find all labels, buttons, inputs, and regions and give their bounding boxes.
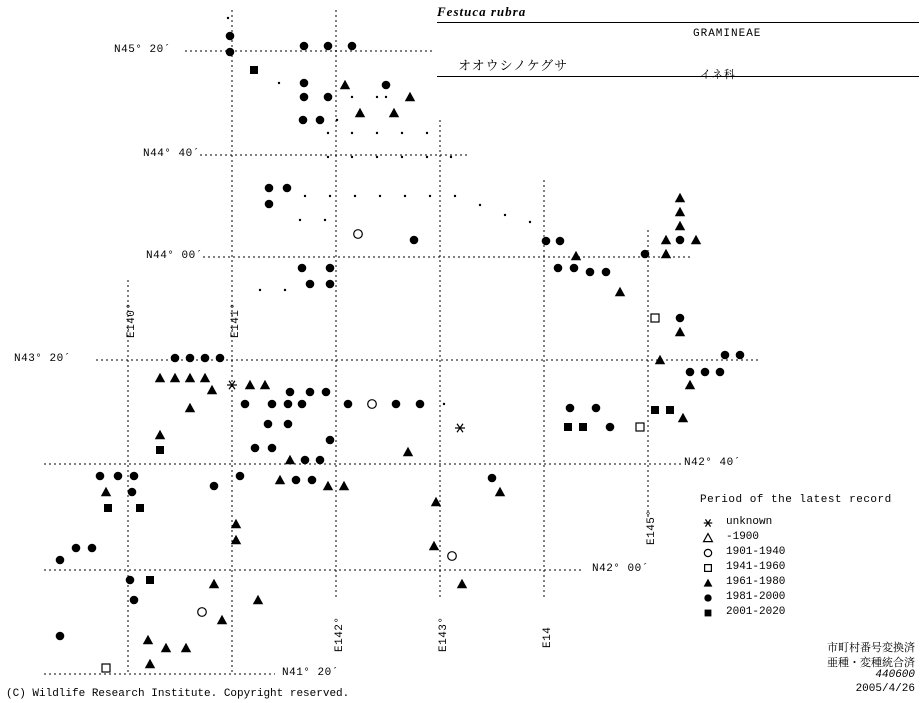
marker-filled-square	[250, 66, 258, 74]
marker-filled-circle	[326, 264, 335, 273]
marker-filled-circle	[284, 420, 293, 429]
lon-gridlines	[128, 10, 648, 672]
marker-filled-triangle	[155, 430, 165, 439]
open-circle-icon	[700, 546, 716, 560]
marker-filled-circle	[326, 280, 335, 289]
marker-filled-triangle	[200, 373, 210, 382]
marker-filled-circle	[210, 482, 219, 491]
grid-dot	[278, 82, 280, 84]
grid-dot	[354, 195, 356, 197]
marker-filled-circle	[251, 444, 260, 453]
marker-filled-square	[156, 446, 164, 454]
marker-filled-circle	[265, 184, 274, 193]
marker-filled-circle	[324, 93, 333, 102]
marker-filled-triangle	[101, 487, 111, 496]
open-square-icon	[700, 561, 716, 575]
legend-item-label: 1941-1960	[726, 561, 786, 573]
lat-label-n41-20: N41° 20´	[282, 667, 339, 679]
grid-dot	[404, 195, 406, 197]
marker-filled-circle	[114, 472, 123, 481]
marker-filled-circle	[556, 237, 565, 246]
marker-filled-circle	[298, 400, 307, 409]
lat-label-n43-20: N43° 20´	[14, 353, 71, 365]
marker-filled-square	[136, 504, 144, 512]
record-code: 440600	[875, 669, 915, 681]
marker-filled-square	[705, 610, 712, 617]
grid-dot	[376, 156, 378, 158]
marker-filled-circle	[96, 472, 105, 481]
marker-filled-circle	[344, 400, 353, 409]
marker-filled-circle	[264, 420, 273, 429]
marker-filled-circle	[721, 351, 730, 360]
marker-filled-circle	[736, 351, 745, 360]
scientific-name: Festuca rubra	[437, 4, 527, 19]
grid-dot	[376, 96, 378, 98]
marker-filled-circle	[488, 474, 497, 483]
marker-filled-circle	[268, 444, 277, 453]
grid-dot	[443, 403, 445, 405]
marker-filled-square	[579, 423, 587, 431]
marker-filled-triangle	[495, 487, 505, 496]
marker-filled-triangle	[217, 615, 227, 624]
legend-items	[700, 516, 915, 621]
marker-filled-triangle	[661, 235, 671, 244]
marker-filled-circle	[72, 544, 81, 553]
lat-label-n42-00: N42° 00´	[592, 563, 649, 575]
grid-dot	[351, 132, 353, 134]
marker-filled-triangle	[275, 475, 285, 484]
marker-filled-triangle	[253, 595, 263, 604]
marker-filled-triangle	[145, 659, 155, 668]
marker-filled-circle	[300, 79, 309, 88]
grid-dot	[429, 195, 431, 197]
grid-dot	[401, 156, 403, 158]
marker-filled-circle	[686, 368, 695, 377]
lon-label-e145: E145°	[646, 509, 658, 545]
legend-item-label: 1981-2000	[726, 591, 786, 603]
marker-asterisk	[704, 519, 713, 526]
grid-dot	[304, 195, 306, 197]
grid-dot	[227, 17, 229, 19]
marker-filled-circle	[348, 42, 357, 51]
marker-filled-triangle	[339, 481, 349, 490]
marker-filled-triangle	[155, 373, 165, 382]
marker-filled-circle	[306, 388, 315, 397]
marker-filled-circle	[324, 42, 333, 51]
marker-filled-circle	[56, 632, 65, 641]
legend	[700, 494, 915, 619]
marker-filled-circle	[298, 264, 307, 273]
marker-open-triangle	[704, 534, 713, 542]
marker-filled-triangle	[170, 373, 180, 382]
marker-filled-circle	[602, 268, 611, 277]
marker-filled-circle	[326, 436, 335, 445]
marker-filled-circle	[676, 314, 685, 323]
marker-filled-circle	[236, 472, 245, 481]
filled-circle-icon	[700, 591, 716, 605]
japanese-name: オオウシノケグサ	[458, 59, 569, 74]
legend-item-label: unknown	[726, 516, 773, 528]
marker-filled-circle	[570, 264, 579, 273]
marker-filled-circle	[286, 388, 295, 397]
marker-filled-circle	[410, 236, 419, 245]
marker-filled-triangle	[704, 579, 713, 587]
marker-filled-circle	[306, 280, 315, 289]
marker-filled-triangle	[355, 108, 365, 117]
grid-dot	[351, 156, 353, 158]
marker-filled-circle	[284, 400, 293, 409]
marker-filled-circle	[322, 388, 331, 397]
marker-open-circle	[704, 549, 711, 556]
marker-filled-triangle	[403, 447, 413, 456]
marker-filled-circle	[586, 268, 595, 277]
marker-filled-triangle	[185, 403, 195, 412]
marker-filled-circle	[216, 354, 225, 363]
grid-dot	[454, 195, 456, 197]
marker-filled-circle	[283, 184, 292, 193]
grid-dot	[324, 219, 326, 221]
open-triangle-icon	[700, 531, 716, 545]
marker-filled-circle	[392, 400, 401, 409]
marker-open-circle	[198, 608, 207, 617]
marker-filled-triangle	[691, 235, 701, 244]
legend-title: Period of the latest record	[700, 494, 892, 506]
marker-filled-circle	[704, 594, 711, 601]
marker-filled-triangle	[389, 108, 399, 117]
marker-filled-triangle	[615, 287, 625, 296]
marker-open-square	[705, 565, 712, 572]
grid-dot	[401, 132, 403, 134]
legend-item-label: 2001-2020	[726, 606, 786, 618]
lat-label-n44-00: N44° 00´	[146, 250, 203, 262]
marker-filled-triangle	[340, 80, 350, 89]
family-japanese: イネ科	[700, 68, 736, 81]
marker-open-square	[636, 423, 644, 431]
legend-item-label: -1900	[726, 531, 760, 543]
grid-dot	[327, 132, 329, 134]
marker-open-circle	[448, 552, 457, 561]
lat-label-n45-20: N45° 20´	[114, 44, 171, 56]
marker-filled-square	[564, 423, 572, 431]
marker-filled-circle	[300, 42, 309, 51]
grid-dot	[450, 156, 452, 158]
note-jp-2: 亜種・変種統合済	[827, 656, 915, 669]
marker-filled-circle	[716, 368, 725, 377]
legend-item-label: 1901-1940	[726, 546, 786, 558]
marker-filled-circle	[292, 476, 301, 485]
marker-asterisk	[227, 381, 237, 390]
marker-filled-triangle	[678, 413, 688, 422]
note-jp-1: 市町村番号変換済	[827, 641, 915, 654]
marker-filled-square	[104, 504, 112, 512]
marker-filled-triangle	[675, 193, 685, 202]
marker-filled-triangle	[181, 643, 191, 652]
marker-filled-circle	[566, 404, 575, 413]
marker-filled-circle	[382, 81, 391, 90]
marker-filled-circle	[226, 48, 235, 57]
marker-filled-circle	[128, 488, 137, 497]
marker-filled-circle	[416, 400, 425, 409]
marker-filled-circle	[299, 116, 308, 125]
marker-filled-circle	[265, 200, 274, 209]
marker-filled-triangle	[143, 635, 153, 644]
lon-label-e144: E14	[542, 626, 554, 648]
marker-asterisk	[455, 424, 465, 433]
marker-open-square	[651, 314, 659, 322]
marker-filled-triangle	[405, 92, 415, 101]
copyright-text: (C) Wildlife Research Institute. Copyright reserved.	[6, 688, 350, 700]
marker-filled-circle	[542, 237, 551, 246]
grid-dot	[299, 219, 301, 221]
marker-filled-triangle	[245, 380, 255, 389]
marker-filled-triangle	[285, 455, 295, 464]
marker-filled-square	[651, 406, 659, 414]
grid-dot	[385, 96, 387, 98]
marker-filled-triangle	[661, 249, 671, 258]
marker-filled-circle	[301, 456, 310, 465]
marker-filled-circle	[126, 576, 135, 585]
grid-dot	[259, 289, 261, 291]
grid-dot	[479, 204, 481, 206]
filled-square-icon	[700, 606, 716, 620]
marker-filled-circle	[226, 32, 235, 41]
marker-filled-circle	[308, 476, 317, 485]
marker-filled-triangle	[675, 207, 685, 216]
lat-label-n42-40: N42° 40´	[684, 457, 741, 469]
marker-filled-circle	[201, 354, 210, 363]
record-date: 2005/4/26	[855, 683, 915, 695]
marker-filled-circle	[592, 404, 601, 413]
marker-filled-circle	[88, 544, 97, 553]
marker-filled-triangle	[675, 221, 685, 230]
grid-dot	[351, 96, 353, 98]
lon-label-e141: E141°	[230, 302, 242, 338]
grid-dot	[329, 195, 331, 197]
marker-filled-triangle	[260, 380, 270, 389]
lon-label-e143: E143°	[438, 616, 450, 652]
marker-filled-triangle	[675, 327, 685, 336]
marker-filled-circle	[701, 368, 710, 377]
grid-dot	[426, 132, 428, 134]
grid-dot	[336, 119, 338, 121]
marker-open-square	[102, 664, 110, 672]
marker-open-circle	[368, 400, 377, 409]
marker-filled-square	[146, 576, 154, 584]
grid-dot	[379, 195, 381, 197]
marker-filled-circle	[56, 556, 65, 565]
marker-filled-circle	[171, 354, 180, 363]
grid-dot	[529, 221, 531, 223]
lon-label-e142: E142°	[334, 616, 346, 652]
marker-filled-circle	[676, 236, 685, 245]
filled-triangle-icon	[700, 576, 716, 590]
asterisk-icon	[700, 516, 716, 530]
marker-filled-circle	[316, 456, 325, 465]
marker-filled-triangle	[685, 380, 695, 389]
grid-dot	[327, 156, 329, 158]
marker-filled-triangle	[207, 385, 217, 394]
marker-filled-circle	[241, 400, 250, 409]
marker-filled-circle	[268, 400, 277, 409]
grid-dot	[504, 214, 506, 216]
lon-label-e140: E140°	[126, 302, 138, 338]
marker-filled-circle	[130, 596, 139, 605]
grid-dot	[284, 289, 286, 291]
marker-filled-circle	[186, 354, 195, 363]
marker-filled-circle	[554, 264, 563, 273]
lat-label-n44-40: N44° 40´	[143, 148, 200, 160]
grid-dot	[426, 156, 428, 158]
marker-filled-triangle	[457, 579, 467, 588]
grid-dot	[376, 132, 378, 134]
marker-filled-triangle	[323, 481, 333, 490]
marker-filled-square	[666, 406, 674, 414]
legend-item-label: 1961-1980	[726, 576, 786, 588]
marker-filled-circle	[130, 472, 139, 481]
marker-filled-triangle	[571, 251, 581, 260]
marker-filled-triangle	[161, 643, 171, 652]
marker-filled-circle	[316, 116, 325, 125]
marker-filled-triangle	[429, 541, 439, 550]
marker-filled-triangle	[185, 373, 195, 382]
marker-open-circle	[354, 230, 363, 239]
family-latin: GRAMINEAE	[693, 28, 762, 40]
marker-filled-triangle	[209, 579, 219, 588]
marker-filled-circle	[300, 93, 309, 102]
marker-filled-circle	[641, 250, 650, 259]
marker-filled-circle	[606, 423, 615, 432]
